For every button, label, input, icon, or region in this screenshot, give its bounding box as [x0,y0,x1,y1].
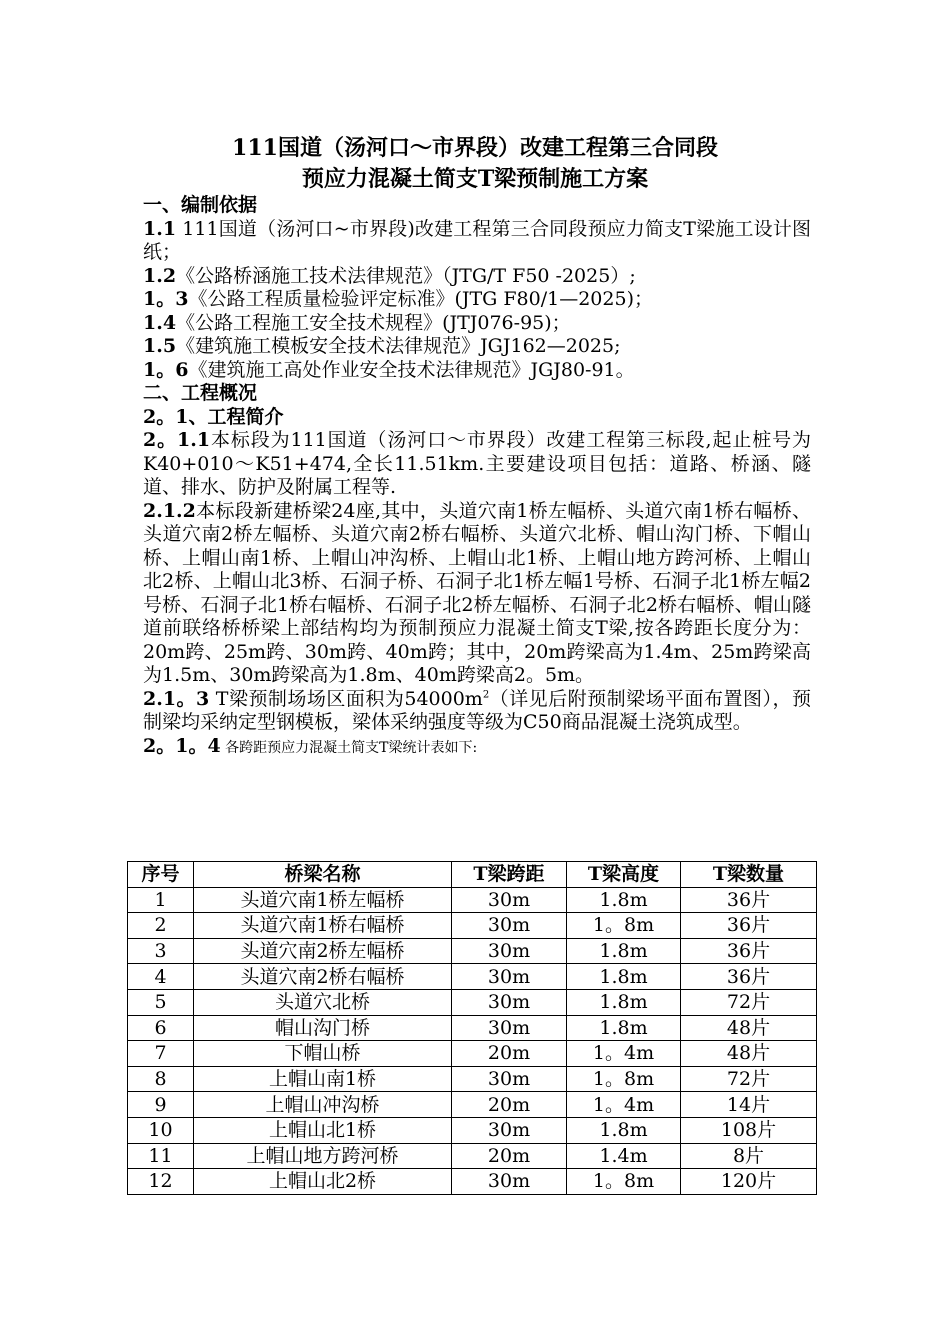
basis-item-5-text: 《建筑施工模板安全技术法律规范》JGJ162—2025; [176,335,621,357]
cell-bridge-name: 头道穴南2桥左幅桥 [194,938,452,964]
basis-item-2 [143,265,811,289]
cell-bridge-name: 上帽山北1桥 [194,1117,452,1143]
header-index: 序号 [128,862,194,888]
cell-bridge-name: 上帽山北2桥 [194,1169,452,1195]
basis-item-6-number: 1。6 [143,358,189,381]
t-beam-statistics-table [127,861,817,1195]
cell-index: 12 [128,1169,194,1195]
table-row [128,1169,817,1195]
cell-span: 30m [452,1169,567,1195]
basis-item-5-number: 1.5 [143,335,177,357]
basis-item-4-number: 1.4 [143,311,177,334]
cell-height: 1。8m [567,1066,681,1092]
cell-index: 3 [128,938,194,964]
cell-index: 9 [128,1092,194,1118]
cell-quantity: 8片 [681,1143,817,1169]
basis-item-1-text: 111国道（汤河口~市界段)改建工程第三合同段预应力简支T梁施工设计图纸； [143,217,811,263]
cell-height: 1。4m [567,1041,681,1067]
paragraph-2-1-2-number: 2.1.2 [143,499,196,522]
paragraph-2-1-3-number: 2.1。3 [143,687,210,710]
header-height: T梁高度 [567,862,681,888]
table-row [128,1117,817,1143]
cell-bridge-name: 头道穴南1桥右幅桥 [194,913,452,939]
table-row [128,1041,817,1067]
cell-span: 30m [452,1015,567,1041]
cell-span: 20m [452,1092,567,1118]
paragraph-2-1-4-number: 2。1。4 [143,734,221,757]
basis-item-3-text: 《公路工程质量检验评定标准》(JTG F80/1—2025)； [188,288,653,310]
cell-quantity: 36片 [681,938,817,964]
cell-span: 30m [452,989,567,1015]
table-row [128,913,817,939]
paragraph-2-1-2-text: 本标段新建桥梁24座,其中，头道穴南1桥左幅桥、头道穴南1桥右幅桥、头道穴南2桥左幅桥、头道穴南2桥右幅桥、头道穴北桥、帽山沟门桥、下帽山桥、上帽山南1桥、上帽山冲沟桥、上帽山北1桥、上帽山地方跨河桥、上帽山北2桥、上帽山北3桥、石洞子桥、石洞子北1桥左幅1号桥、石洞子北1桥左幅2号桥、石洞子北1桥右幅桥、石洞子北2桥左幅桥、石洞子北2桥右幅桥、帽山隧道前联络桥桥梁上部结构均为预制预应力混凝土简支T梁,按各跨距长度分为：20m跨、25m跨、30m跨、40m跨；其中，20m跨梁高为1.4m、25m跨梁高为1.5m、30m跨梁高为1.8m、40m跨梁高2。5m。 [143,499,811,686]
cell-height: 1。4m [567,1092,681,1118]
cell-quantity: 48片 [681,1015,817,1041]
cell-height: 1.8m [567,1015,681,1041]
paragraph-2-1-1 [143,429,811,500]
cell-quantity: 72片 [681,1066,817,1092]
cell-bridge-name: 头道穴南1桥左幅桥 [194,887,452,913]
area-unit-superscript: 2 [482,689,490,701]
cell-index: 7 [128,1041,194,1067]
cell-bridge-name: 上帽山地方跨河桥 [194,1143,452,1169]
cell-index: 5 [128,989,194,1015]
cell-quantity: 14片 [681,1092,817,1118]
cell-span: 30m [452,938,567,964]
section-2-heading: 二、工程概况 [143,382,258,404]
basis-item-4 [143,312,811,336]
basis-item-5 [143,335,811,359]
basis-item-6 [143,359,811,383]
cell-span: 20m [452,1143,567,1169]
table-caption: 各跨距预应力混凝土简支T梁统计表如下: [220,739,478,756]
header-span: T梁跨距 [452,862,567,888]
table-row [128,989,817,1015]
table-header-row [128,862,817,888]
cell-index: 1 [128,887,194,913]
paragraph-2-1-4 [143,735,811,761]
cell-span: 20m [452,1041,567,1067]
cell-height: 1.4m [567,1143,681,1169]
paragraph-2-1-3 [143,688,811,735]
cell-quantity: 108片 [681,1117,817,1143]
header-bridge-name: 桥梁名称 [194,862,452,888]
cell-index: 11 [128,1143,194,1169]
section-1-heading: 一、编制依据 [143,194,258,216]
table-body [128,887,817,1194]
basis-item-2-text: 《公路桥涵施工技术法律规范》（JTG/T F50 -2025）; [176,264,636,287]
cell-span: 30m [452,887,567,913]
document-title-line-2: 预应力混凝土简支T梁预制施工方案 [301,166,649,192]
cell-height: 1.8m [567,1117,681,1143]
table-row [128,964,817,990]
table-row [128,938,817,964]
cell-quantity: 120片 [681,1169,817,1195]
cell-index: 8 [128,1066,194,1092]
cell-span: 30m [452,964,567,990]
cell-span: 30m [452,1066,567,1092]
cell-quantity: 36片 [681,887,817,913]
cell-bridge-name: 上帽山冲沟桥 [194,1092,452,1118]
cell-height: 1.8m [567,989,681,1015]
cell-height: 1.8m [567,964,681,990]
cell-quantity: 36片 [681,964,817,990]
cell-height: 1.8m [567,887,681,913]
cell-bridge-name: 下帽山桥 [194,1041,452,1067]
cell-quantity: 36片 [681,913,817,939]
paragraph-2-1-3-text-b: （详见后附预制梁场平面布置图），预制梁均采纳定型钢模板，梁体采纳强度等级为C50商品混凝土浇筑成型。 [143,687,811,733]
cell-span: 30m [452,1117,567,1143]
table-row [128,1015,817,1041]
basis-item-1-number: 1.1 [143,217,177,240]
header-quantity: T梁数量 [681,862,817,888]
cell-height: 1。8m [567,1169,681,1195]
cell-index: 2 [128,913,194,939]
cell-index: 4 [128,964,194,990]
paragraph-2-1-2 [143,500,811,688]
cell-bridge-name: 头道穴北桥 [194,989,452,1015]
cell-span: 30m [452,913,567,939]
basis-item-2-number: 1.2 [143,264,177,287]
table-row [128,887,817,913]
cell-bridge-name: 帽山沟门桥 [194,1015,452,1041]
basis-item-1 [143,218,811,265]
table-row [128,1066,817,1092]
paragraph-2-1-3-text-a: T梁预制场场区面积为54000m [209,687,483,710]
cell-height: 1。8m [567,913,681,939]
basis-item-6-text: 《建筑施工高处作业安全技术法律规范》JGJ80-91。 [188,358,635,381]
section-2-1-heading: 2。1、工程简介 [143,405,284,428]
cell-index: 6 [128,1015,194,1041]
cell-bridge-name: 上帽山南1桥 [194,1066,452,1092]
basis-item-3-number: 1。3 [143,288,189,310]
cell-quantity: 48片 [681,1041,817,1067]
paragraph-2-1-1-number: 2。1.1 [143,429,211,451]
document-title-line-1: 111国道（汤河口～市界段）改建工程第三合同段 [232,135,718,161]
basis-item-4-text: 《公路工程施工安全技术规程》(JTJ076-95)； [176,311,571,334]
cell-height: 1.8m [567,938,681,964]
cell-quantity: 72片 [681,989,817,1015]
basis-item-3 [143,288,811,312]
table-row [128,1092,817,1118]
paragraph-2-1-1-text: 本标段为111国道（汤河口～市界段）改建工程第三标段,起止桩号为K40+010～K51+474,全长11.51km.主要建设项目包括：道路、桥涵、隧道、排水、防护及附属工程等. [143,429,811,498]
document-body [143,194,811,760]
table-row [128,1143,817,1169]
cell-bridge-name: 头道穴南2桥右幅桥 [194,964,452,990]
cell-index: 10 [128,1117,194,1143]
